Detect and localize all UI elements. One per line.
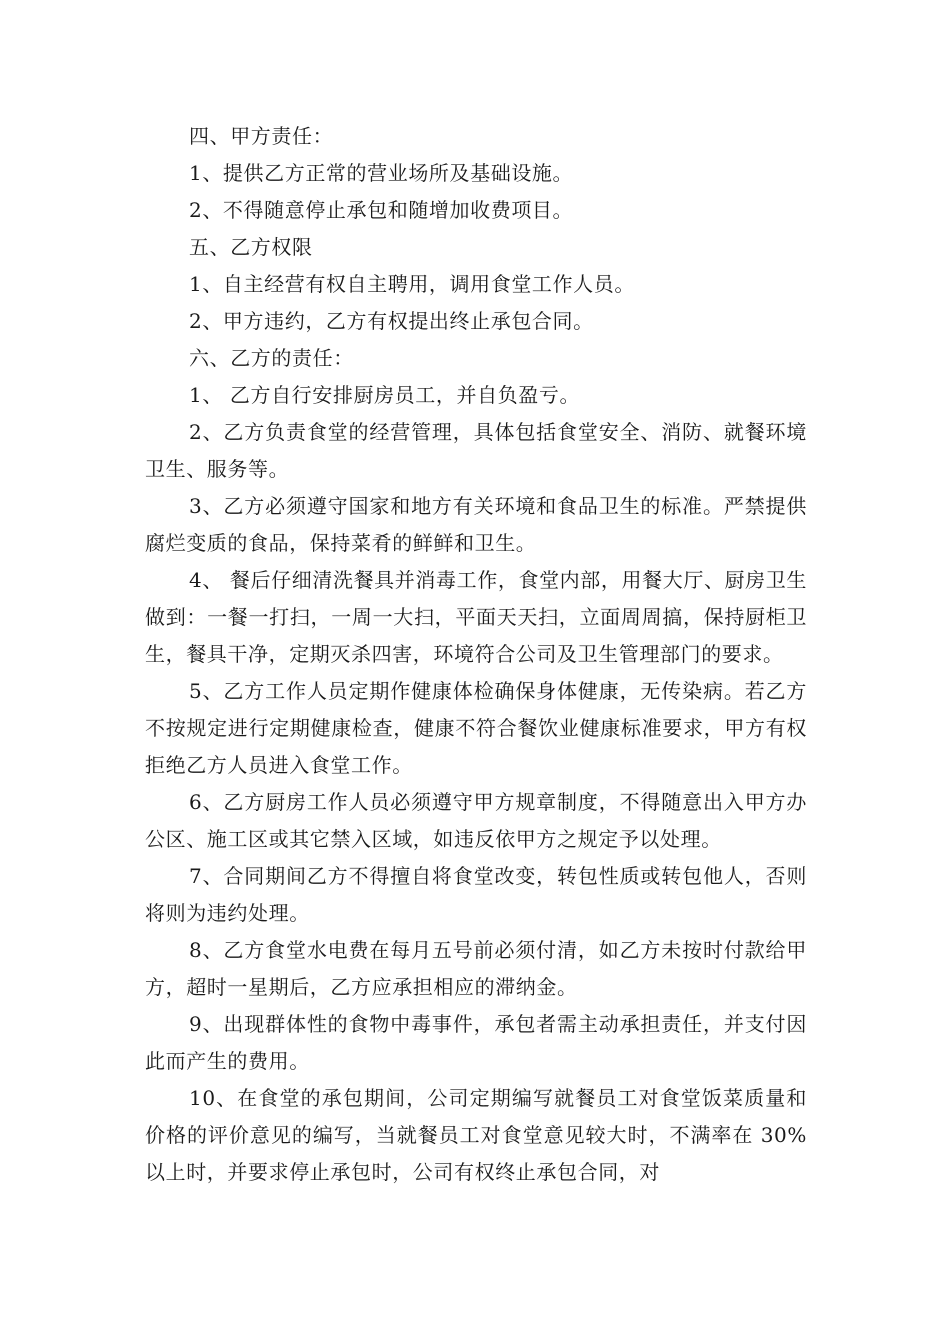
- clause-paragraph: 2、甲方违约，乙方有权提出终止承包合同。: [189, 309, 594, 333]
- clause-paragraph: 1、自主经营有权自主聘用，调用食堂工作人员。: [189, 272, 635, 296]
- section-heading-party-b-rights: 五、乙方权限: [189, 235, 313, 259]
- section-heading-party-a-duties: 四、甲方责任：: [189, 124, 334, 148]
- clause-paragraph: 8、乙方食堂水电费在每月五号前必须付清，如乙方未按时付款给甲方，超时一星期后，乙方应承担相应的滞纳金。: [145, 938, 807, 999]
- section-heading-party-b-duties: 六、乙方的责任：: [189, 346, 354, 370]
- clause-paragraph: 1、提供乙方正常的营业场所及基础设施。: [189, 161, 574, 185]
- clause-paragraph: 1、 乙方自行安排厨房员工，并自负盈亏。: [189, 383, 581, 407]
- clause-paragraph: 5、乙方工作人员定期作健康体检确保身体健康，无传染病。若乙方不按规定进行定期健康检查，健康不符合餐饮业健康标准要求，甲方有权拒绝乙方人员进入食堂工作。: [145, 679, 807, 777]
- clause-paragraph: 6、乙方厨房工作人员必须遵守甲方规章制度，不得随意出入甲方办公区、施工区或其它禁入区域，如违反依甲方之规定予以处理。: [145, 790, 807, 851]
- clause-paragraph: 4、 餐后仔细清洗餐具并消毒工作，食堂内部，用餐大厅、厨房卫生做到：一餐一打扫，一周一大扫，平面天天扫，立面周周搞，保持厨柜卫生，餐具干净，定期灭杀四害，环境符合公司及卫生管理部门的要求。: [145, 568, 807, 666]
- clause-paragraph: 3、乙方必须遵守国家和地方有关环境和食品卫生的标准。严禁提供腐烂变质的食品，保持菜肴的鲜鲜和卫生。: [145, 494, 807, 555]
- clause-paragraph: 2、不得随意停止承包和随增加收费项目。: [189, 198, 574, 222]
- clause-paragraph: 2、乙方负责食堂的经营管理，具体包括食堂安全、消防、就餐环境卫生、服务等。: [145, 420, 807, 481]
- clause-paragraph: 9、出现群体性的食物中毒事件，承包者需主动承担责任，并支付因此而产生的费用。: [145, 1012, 807, 1073]
- clause-paragraph: 10、在食堂的承包期间，公司定期编写就餐员工对食堂饭菜质量和价格的评价意见的编写，当就餐员工对食堂意见较大时，不满率在 30%以上时，并要求停止承包时，公司有权终止承包合同，对: [145, 1086, 807, 1184]
- clause-paragraph: 7、合同期间乙方不得擅自将食堂改变，转包性质或转包他人，否则将则为违约处理。: [145, 864, 807, 925]
- document-page: [145, 118, 807, 1191]
